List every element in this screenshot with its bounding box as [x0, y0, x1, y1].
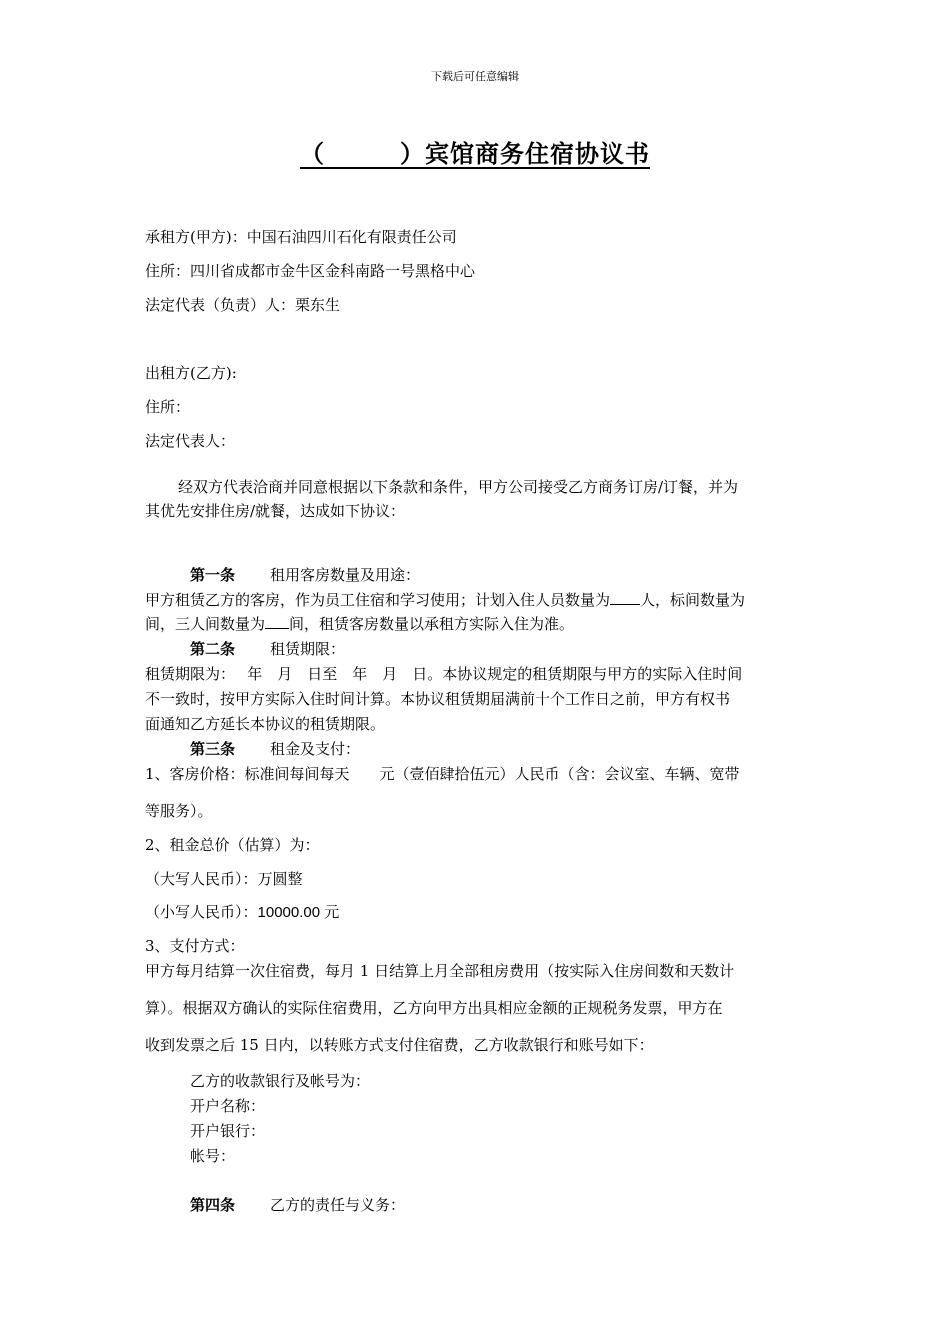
article-2-line-3: 面通知乙方延长本协议的租赁期限。 [145, 715, 386, 733]
party-a-address: 住所：四川省成都市金牛区金科南路一号黑格中心 [145, 262, 476, 280]
total-price-lower-value: 10000.00 元 [257, 904, 340, 921]
payment-line-3: 收到发票之后 15 日内，以转账方式支付住宿费，乙方收款银行和账号如下： [145, 1036, 654, 1054]
article-2-heading [190, 638, 345, 659]
party-a-name: 承租方(甲方)：中国石油四川石化有限责任公司 [145, 228, 457, 246]
bank-info-title: 乙方的收款银行及帐号为： [190, 1072, 371, 1090]
triple-room-count-blank [265, 614, 289, 629]
article-1-line-2 [145, 613, 574, 634]
article-4-label: 第四条 [190, 1196, 236, 1214]
total-price-title: 2、租金总价（估算）为： [145, 836, 320, 854]
article-1-label: 第一条 [190, 566, 236, 584]
article-1-line-1 [145, 589, 745, 610]
article-1-line-1-text-a: 甲方租赁乙方的客房，作为员工住宿和学习使用；计划入住人员数量为 [145, 591, 611, 609]
people-count-blank [610, 590, 640, 605]
party-b-name: 出租方(乙方): [145, 364, 237, 382]
party-b-representative: 法定代表人： [145, 432, 236, 450]
account-name-label: 开户名称： [190, 1097, 266, 1115]
party-a-representative: 法定代表（负责）人：栗东生 [145, 296, 341, 314]
article-1-title: 租用客房数量及用途： [270, 566, 421, 584]
article-1-heading [190, 564, 420, 585]
article-3-title: 租金及支付： [270, 740, 361, 758]
document-title-text: （ ）宾馆商务住宿协议书 [300, 139, 650, 168]
intro-line-1: 经双方代表洽商并同意根据以下条款和条件，甲方公司接受乙方商务订房/订餐，并为 [178, 478, 739, 496]
room-price-line-1: 1、客房价格：标准间每间每天 元（壹佰肆拾伍元）人民币（含：会议室、车辆、宽带 [145, 765, 740, 783]
article-3-label: 第三条 [190, 740, 236, 758]
article-1-line-2-text-a: 间，三人间数量为 [145, 615, 266, 633]
payment-method-title: 3、支付方式： [145, 937, 245, 955]
payment-line-2: 算）。根据双方确认的实际住宿费用，乙方向甲方出具相应金额的正规税务发票，甲方在 [145, 999, 723, 1017]
total-price-upper: （大写人民币）：万圆整 [145, 870, 303, 888]
account-number-label: 帐号： [190, 1147, 236, 1165]
document-title [0, 134, 950, 169]
party-b-address: 住所： [145, 398, 191, 416]
total-price-lower [145, 901, 339, 922]
article-2-label: 第二条 [190, 640, 236, 658]
article-2-line-2: 不一致时，按甲方实际入住时间计算。本协议租赁期届满前十个工作日之前，甲方有权书 [145, 690, 731, 708]
article-2-title: 租赁期限： [270, 640, 346, 658]
article-2-line-1: 租赁期限为： 年 月 日至 年 月 日。本协议规定的租赁期限与甲方的实际入住时间 [145, 665, 743, 683]
payment-line-1: 甲方每月结算一次住宿费，每月 1 日结算上月全部租房费用（按实际入住房间数和天数计 [145, 962, 735, 980]
article-4-heading [190, 1194, 405, 1215]
article-4-title: 乙方的责任与义务： [270, 1196, 406, 1214]
article-1-line-2-text-b: 间，租赁客房数量以承租方实际入住为准。 [289, 615, 575, 633]
bank-name-label: 开户银行： [190, 1122, 266, 1140]
intro-line-2: 其优先安排住房/就餐，达成如下协议： [145, 502, 406, 520]
room-price-line-2: 等服务）。 [145, 802, 213, 820]
article-1-line-1-text-b: 人，标间数量为 [640, 591, 746, 609]
page-header-note: 下载后可任意编辑 [431, 70, 519, 83]
total-price-lower-label: （小写人民币）： [145, 903, 258, 921]
article-3-heading [190, 738, 360, 759]
